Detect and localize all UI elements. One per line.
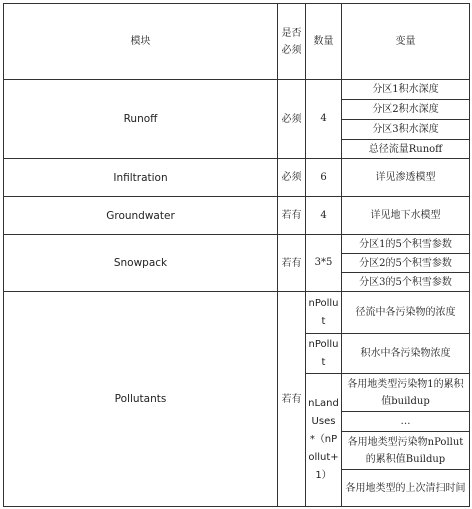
pollutants-variable-2: 积水中各污染物浓度 xyxy=(342,334,470,374)
runoff-variable-4: 总径流量Runoff xyxy=(342,140,470,159)
pollutants-count-2: nPollut xyxy=(306,334,342,374)
groundwater-variable: 详见地下水模型 xyxy=(342,197,470,235)
pollutants-landuse-variable-n: 各用地类型污染物nPollut的累积值Buildup xyxy=(342,432,470,470)
table-row xyxy=(4,197,470,235)
header-module: 模块 xyxy=(4,4,278,80)
snowpack-variable-1: 分区1的5个积雪参数 xyxy=(342,235,470,254)
table-row xyxy=(4,159,470,197)
runoff-required: 必须 xyxy=(278,80,306,159)
header-variable: 变量 xyxy=(342,4,470,80)
groundwater-count: 4 xyxy=(306,197,342,235)
runoff-variable-1: 分区1积水深度 xyxy=(342,80,470,100)
infiltration-variable: 详见渗透模型 xyxy=(342,159,470,197)
pollutants-variable-1: 径流中各污染物的浓度 xyxy=(342,292,470,334)
pollutants-module: Pollutants xyxy=(4,292,278,507)
header-required: 是否必须 xyxy=(278,4,306,80)
header-count: 数量 xyxy=(306,4,342,80)
pollutants-landuse-variable-last: 各用地类型的上次清扫时间 xyxy=(342,470,470,507)
runoff-count: 4 xyxy=(306,80,342,159)
snowpack-required: 若有 xyxy=(278,235,306,292)
pollutants-required: 若有 xyxy=(278,292,306,507)
groundwater-module: Groundwater xyxy=(4,197,278,235)
header-row xyxy=(4,4,470,80)
infiltration-module: Infiltration xyxy=(4,159,278,197)
infiltration-required: 必须 xyxy=(278,159,306,197)
pollutants-landuse-count: nLandUses *（nPollut+1） xyxy=(306,374,342,507)
variables-table xyxy=(3,3,470,507)
snowpack-variable-2: 分区2的5个积雪参数 xyxy=(342,254,470,273)
runoff-variable-2: 分区2积水深度 xyxy=(342,100,470,120)
groundwater-required: 若有 xyxy=(278,197,306,235)
snowpack-variable-3: 分区3的5个积雪参数 xyxy=(342,273,470,292)
snowpack-module: Snowpack xyxy=(4,235,278,292)
pollutants-landuse-variable-1: 各用地类型污染物1的累积值buildup xyxy=(342,374,470,412)
runoff-variable-3: 分区3积水深度 xyxy=(342,120,470,140)
runoff-module: Runoff xyxy=(4,80,278,159)
pollutants-count-1: nPollut xyxy=(306,292,342,334)
snowpack-count: 3*5 xyxy=(306,235,342,292)
table-row xyxy=(4,292,470,334)
table-row xyxy=(4,80,470,100)
table-row xyxy=(4,235,470,254)
infiltration-count: 6 xyxy=(306,159,342,197)
pollutants-landuse-variable-ellipsis: … xyxy=(342,412,470,432)
